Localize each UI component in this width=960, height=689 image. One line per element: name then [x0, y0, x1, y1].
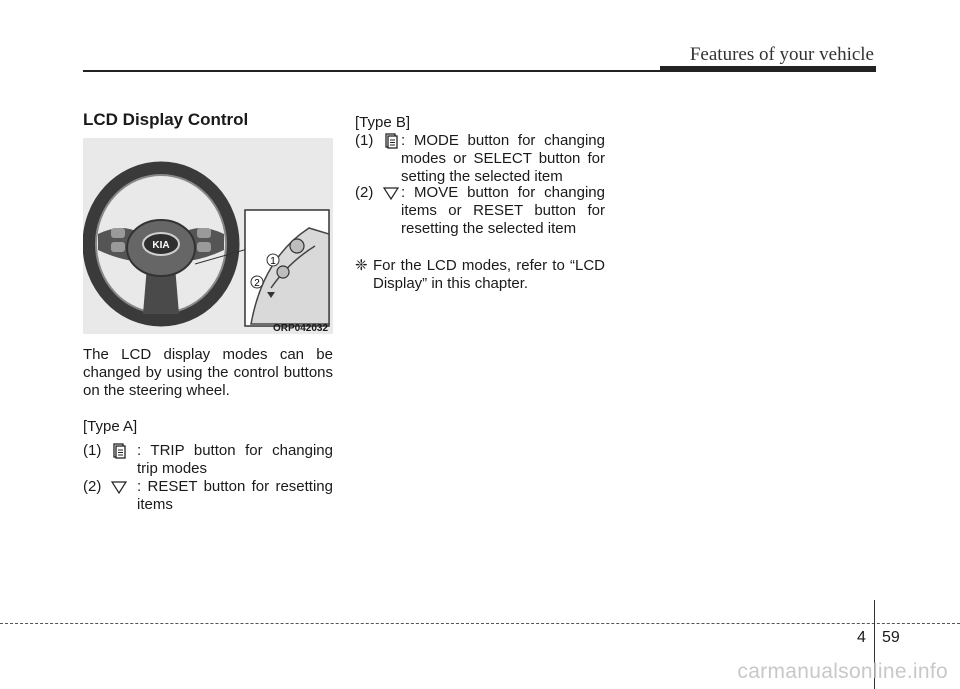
chapter-number: 4 [857, 629, 866, 646]
watermark: carmanualsonline.info [737, 660, 948, 683]
type-b-item-2 [355, 184, 605, 238]
mode-button-icon [382, 132, 400, 150]
callout-1: 1 [270, 256, 276, 267]
type-a-label: [Type A] [83, 418, 138, 435]
note-text: For the LCD modes, refer to “LCD Display” in this chapter. [373, 257, 605, 292]
type-a-item-2 [83, 478, 333, 514]
item-text: : MODE button for changing modes or SELECT button for setting the selected item [401, 132, 605, 185]
note-symbol-icon: ❈ [355, 257, 368, 274]
footer-rule [0, 623, 960, 624]
item-number: (2) [83, 478, 102, 495]
type-b-item-1 [355, 132, 605, 186]
section-title: LCD Display Control [83, 110, 249, 129]
svg-text:KIA: KIA [152, 240, 170, 251]
running-header: Features of your vehicle [689, 44, 874, 65]
type-b-label: [Type B] [355, 114, 411, 131]
item-number: (1) [83, 442, 102, 459]
item-text: : MOVE button for changing items or RESET button for resetting the selected item [401, 184, 605, 237]
steering-wheel-illustration [83, 138, 333, 334]
reset-button-icon [110, 478, 128, 496]
steering-wheel-figure [83, 138, 333, 334]
callout-2: 2 [254, 278, 260, 289]
trip-button-icon [110, 442, 128, 460]
item-text: : RESET button for resetting items [137, 478, 333, 513]
move-button-icon [382, 184, 400, 202]
lcd-modes-note [355, 257, 605, 293]
figure-label: ORP042032 [273, 323, 329, 334]
intro-paragraph: The LCD display modes can be changed by using the control buttons on the steering wheel. [83, 346, 333, 399]
header-rule [83, 70, 868, 72]
page-number: 59 [882, 629, 900, 646]
item-number: (1) [355, 132, 374, 149]
item-number: (2) [355, 184, 374, 201]
type-a-item-1 [83, 442, 333, 478]
item-text: : TRIP button for changing trip modes [137, 442, 333, 477]
